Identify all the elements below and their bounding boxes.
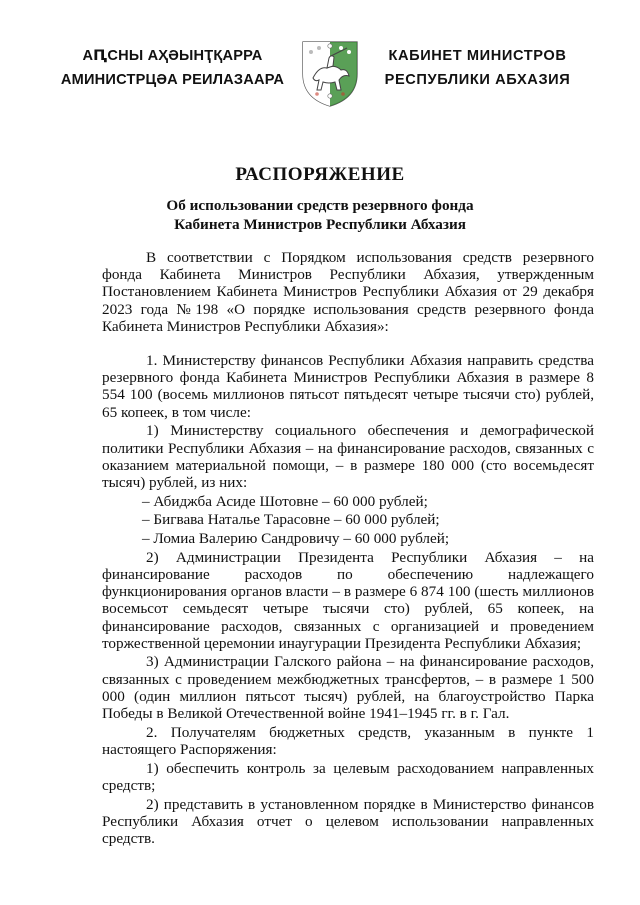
emblem-star-4 — [347, 50, 351, 54]
clause-1-item-3: 3) Администрации Галского района – на финансирование расходов, связанных с проведением межбюджетных трансфертов, – в размере 1 500 000 (один миллион пятьсот тысяч) рублей, на благоустройство Парка Победы в Великой Отечественной войне 1941–1945 гг. в г. Гал. — [102, 653, 594, 723]
emblem-star-8 — [341, 92, 345, 96]
letterhead-abkhaz-line2: АМИНИСТРЦӘА РЕИЛАЗААРА — [60, 72, 285, 88]
letterhead-russian-line1: КАБИНЕТ МИНИСТРОВ — [388, 48, 567, 64]
clause-2-item-1: 1) обеспечить контроль за целевым расходованием направленных средств; — [102, 759, 594, 794]
letterhead — [0, 38, 640, 108]
emblem-star-1 — [309, 50, 313, 54]
clause-2-item-2: 2) представить в установленном порядке в Министерство финансов Республики Абхазия отчет о целевом использовании направленных средств. — [102, 795, 594, 847]
clause-2: 2. Получателям бюджетных средств, указанным в пункте 1 настоящего Распоряжения: — [102, 723, 594, 758]
letterhead-russian-name — [370, 44, 585, 92]
coat-of-arms-emblem — [297, 38, 363, 108]
document-body — [102, 249, 594, 847]
clause-1-item-1: 1) Министерству социального обеспечения и демографической политики Республики Абхазия – на финансирование расходов, связанных с оказанием материальной помощи, – в размере 180 000 (сто восемьдесят тысяч) рублей, из них: — [102, 422, 594, 491]
document-title: РАСПОРЯЖЕНИЕ — [235, 164, 405, 185]
recipient-list-item: – Абиджба Асиде Шотовне – 60 000 рублей; — [142, 492, 428, 510]
preamble-paragraph: В соответствии с Порядком использования средств резервного фонда Кабинета Министров Республики Абхазия, утвержденным Постановлением Кабинета Министров Республики Абхазия от 29 декабря 2023 года №198 «О порядке использования средств резервного фонда Кабинета Министров Республики Абхазия»: — [102, 249, 594, 335]
emblem-star-2 — [317, 46, 321, 50]
emblem-star-6 — [328, 94, 332, 98]
letterhead-abkhaz-line1: АԤСНЫ АҲӘЫНҬҚАРРА — [82, 48, 263, 64]
document-subject — [0, 196, 640, 234]
letterhead-russian-line2: РЕСПУБЛИКИ АБХАЗИЯ — [384, 72, 571, 88]
recipient-list-item: – Ломиа Валерию Сандровичу – 60 000 рублей; — [142, 530, 450, 548]
clause-1: 1. Министерству финансов Республики Абхазия направить средства резервного фонда Кабинета Министров Республики Абхазия в размере 8 554 100 (восемь миллионов пятьсот пятьдесят четыре тысячи сто) рублей, 65 копеек, в том числе: — [102, 352, 594, 421]
recipient-list-item: – Бигвава Наталье Тарасовне – 60 000 рублей; — [142, 511, 440, 529]
subject-line-1: Об использовании средств резервного фонда — [166, 197, 474, 214]
emblem-star-5 — [328, 44, 332, 48]
clause-1-item-2: 2) Администрации Президента Республики Абхазия – на финансирование расходов по обеспечению надлежащего функционирования органов власти – в размере 6 874 100 (шесть миллионов восемьсот семьдесят четыре тысячи сто) рублей, 65 копеек, на финансирование расходов, связанных с организацией и проведением торжественной церемонии инаугурации Президента Республики Абхазия; — [102, 548, 594, 652]
subject-line-2: Кабинета Министров Республики Абхазия — [174, 216, 466, 233]
emblem-star-3 — [339, 46, 343, 50]
letterhead-abkhaz-name — [60, 44, 285, 92]
emblem-star-7 — [315, 92, 319, 96]
